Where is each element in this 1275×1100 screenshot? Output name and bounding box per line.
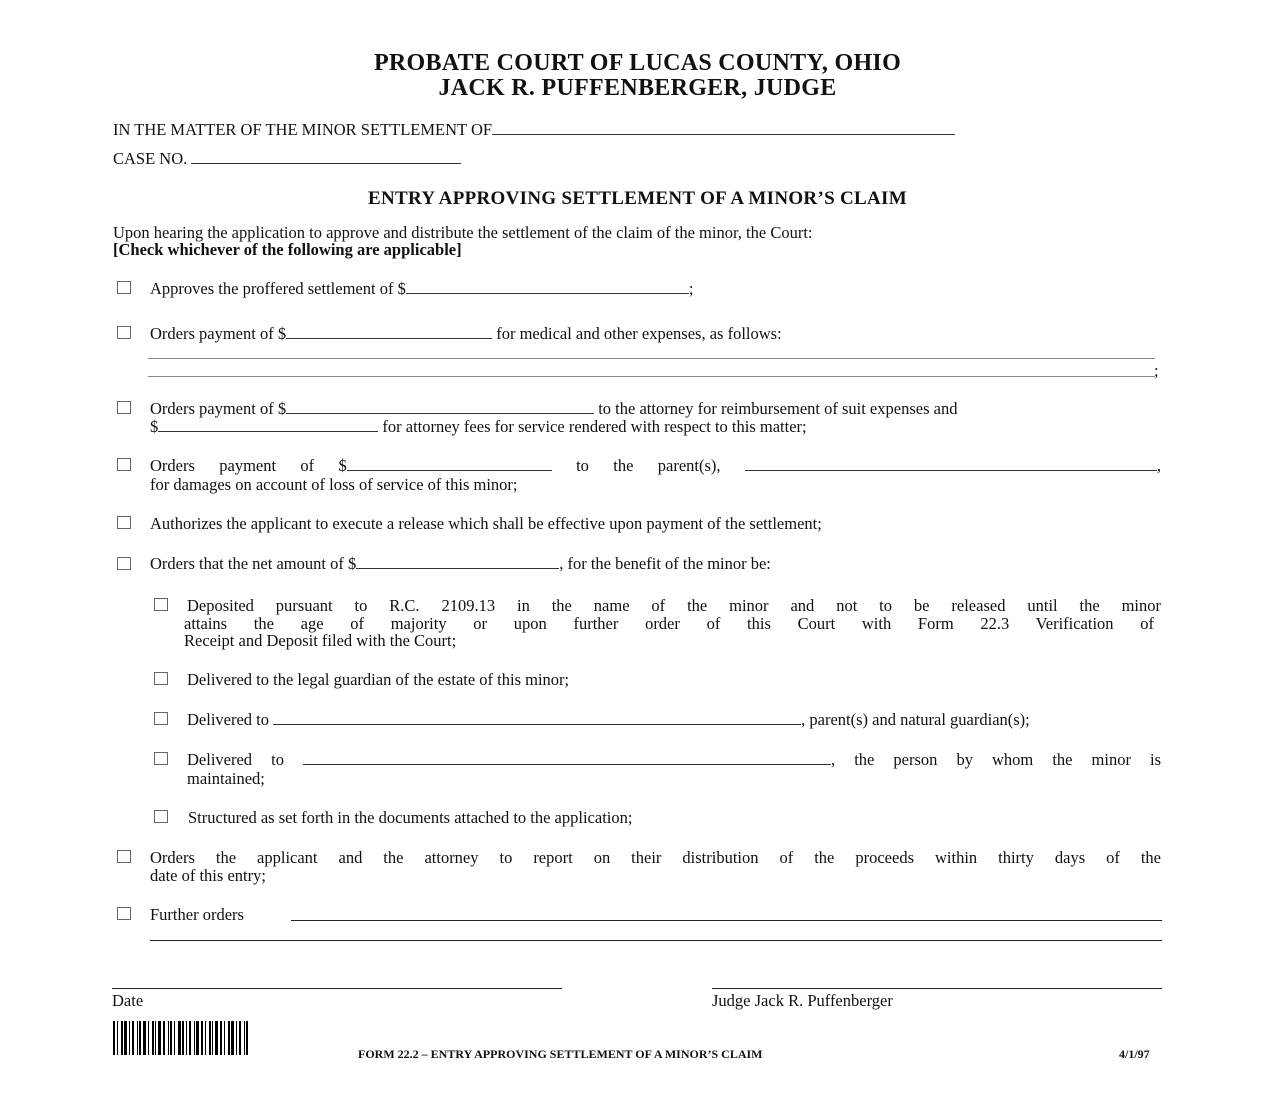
parent-comma: ,	[1156, 456, 1161, 475]
approves-label: Approves the proffered settlement of $	[150, 279, 406, 298]
report-checkbox[interactable]	[117, 850, 131, 863]
attorney-text: to the attorney for reimbursement of suit expenses and	[598, 399, 958, 418]
parent-label: Orders payment of $	[150, 456, 347, 475]
report-line-1: Orders the applicant and the attorney to report on their distribution of the proceeds within thirty days of the	[150, 848, 1161, 867]
judge-signature-label: Judge Jack R. Puffenberger	[712, 991, 893, 1010]
structured-checkbox[interactable]	[154, 810, 168, 823]
parents-text: , parent(s) and natural guardian(s);	[801, 710, 1030, 729]
matter-line	[113, 120, 955, 140]
attorney-label: Orders payment of $	[150, 399, 287, 418]
parent-amount-field[interactable]	[347, 469, 552, 471]
deposited-line-1: Deposited pursuant to R.C. 2109.13 in the name of the minor and not to be released until the minor	[187, 596, 1161, 615]
further-orders-label: Further orders	[150, 905, 244, 924]
suit-expenses-field[interactable]	[286, 412, 594, 414]
minor-name-field[interactable]	[492, 133, 955, 135]
medical-detail-line-2[interactable]	[148, 376, 1155, 377]
date-label: Date	[112, 991, 144, 1010]
guardian-text: Delivered to the legal guardian of the estate of this minor;	[187, 670, 570, 689]
case-label: CASE NO.	[113, 149, 188, 168]
attorney-line-1	[150, 399, 957, 419]
net-amount-field[interactable]	[356, 567, 559, 569]
medical-end: ;	[1154, 361, 1159, 380]
parent-checkbox[interactable]	[117, 458, 131, 471]
intro-instruction: [Check whichever of the following are applicable]	[113, 240, 462, 259]
further-orders-line-2[interactable]	[150, 940, 1162, 941]
structured-text: Structured as set forth in the documents attached to the application;	[188, 808, 633, 827]
deposited-line-2: attains the age of majority or upon further order of this Court with Form 22.3 Verification of	[184, 614, 1154, 633]
medical-label: Orders payment of $	[150, 324, 287, 343]
parent-line-2: for damages on account of loss of service of this minor;	[150, 475, 518, 494]
maintained-name-field[interactable]	[303, 763, 831, 765]
medical-detail-line-1[interactable]	[148, 358, 1155, 359]
document-title: ENTRY APPROVING SETTLEMENT OF A MINOR’S CLAIM	[368, 188, 907, 209]
parents-name-field[interactable]	[273, 723, 801, 725]
parents-label: Delivered to	[187, 710, 270, 729]
net-amount-label: Orders that the net amount of $	[150, 554, 357, 573]
further-orders-line-1[interactable]	[291, 920, 1162, 921]
report-line-2: date of this entry;	[150, 866, 266, 885]
maintained-text: , the person by whom the minor is	[831, 750, 1162, 769]
net-amount-text: , for the benefit of the minor be:	[559, 554, 771, 573]
parent-name-field[interactable]	[745, 469, 1157, 471]
form-date: 4/1/97	[1119, 1047, 1150, 1061]
attorney-fees-text: for attorney fees for service rendered with respect to this matter;	[382, 417, 807, 436]
date-signature-line[interactable]	[112, 988, 562, 989]
attorney-checkbox[interactable]	[117, 401, 131, 414]
maintained-label: Delivered to	[187, 750, 284, 769]
release-checkbox[interactable]	[117, 516, 131, 529]
medical-text: for medical and other expenses, as follows:	[496, 324, 782, 343]
net-amount-line	[150, 554, 771, 574]
medical-line	[150, 324, 782, 344]
parents-checkbox[interactable]	[154, 712, 168, 725]
case-line	[113, 149, 461, 169]
medical-checkbox[interactable]	[117, 326, 131, 339]
further-orders-checkbox[interactable]	[117, 907, 131, 920]
approves-checkbox[interactable]	[117, 281, 131, 294]
parent-line-1	[150, 456, 1161, 476]
net-amount-checkbox[interactable]	[117, 557, 131, 570]
court-name: PROBATE COURT OF LUCAS COUNTY, OHIO	[373, 50, 902, 76]
attorney-dollar: $	[150, 417, 159, 436]
approves-end: ;	[688, 279, 694, 298]
medical-amount-field[interactable]	[286, 337, 492, 339]
maintained-checkbox[interactable]	[154, 752, 168, 765]
attorney-fees-field[interactable]	[158, 430, 378, 432]
form-footer: FORM 22.2 – ENTRY APPROVING SETTLEMENT OF A MINOR’S CLAIM	[358, 1047, 763, 1061]
deposited-checkbox[interactable]	[154, 598, 168, 611]
guardian-checkbox[interactable]	[154, 672, 168, 685]
maintained-line-1	[187, 750, 1161, 770]
barcode	[113, 1021, 301, 1055]
parents-line	[187, 710, 1030, 730]
matter-label: IN THE MATTER OF THE MINOR SETTLEMENT OF	[113, 120, 493, 139]
parent-text: to the parent(s),	[576, 456, 721, 475]
maintained-line-2: maintained;	[187, 769, 265, 788]
intro-text: Upon hearing the application to approve and distribute the settlement of the claim of the minor, the Court:	[113, 223, 813, 242]
judge-signature-line[interactable]	[712, 988, 1162, 989]
approves-line	[150, 279, 693, 299]
release-text: Authorizes the applicant to execute a release which shall be effective upon payment of the settlement;	[150, 514, 822, 533]
case-number-field[interactable]	[191, 162, 461, 164]
attorney-line-2	[150, 417, 807, 437]
settlement-amount-field[interactable]	[406, 292, 689, 294]
judge-name: JACK R. PUFFENBERGER, JUDGE	[438, 75, 837, 101]
deposited-line-3: Receipt and Deposit filed with the Court;	[184, 631, 457, 650]
